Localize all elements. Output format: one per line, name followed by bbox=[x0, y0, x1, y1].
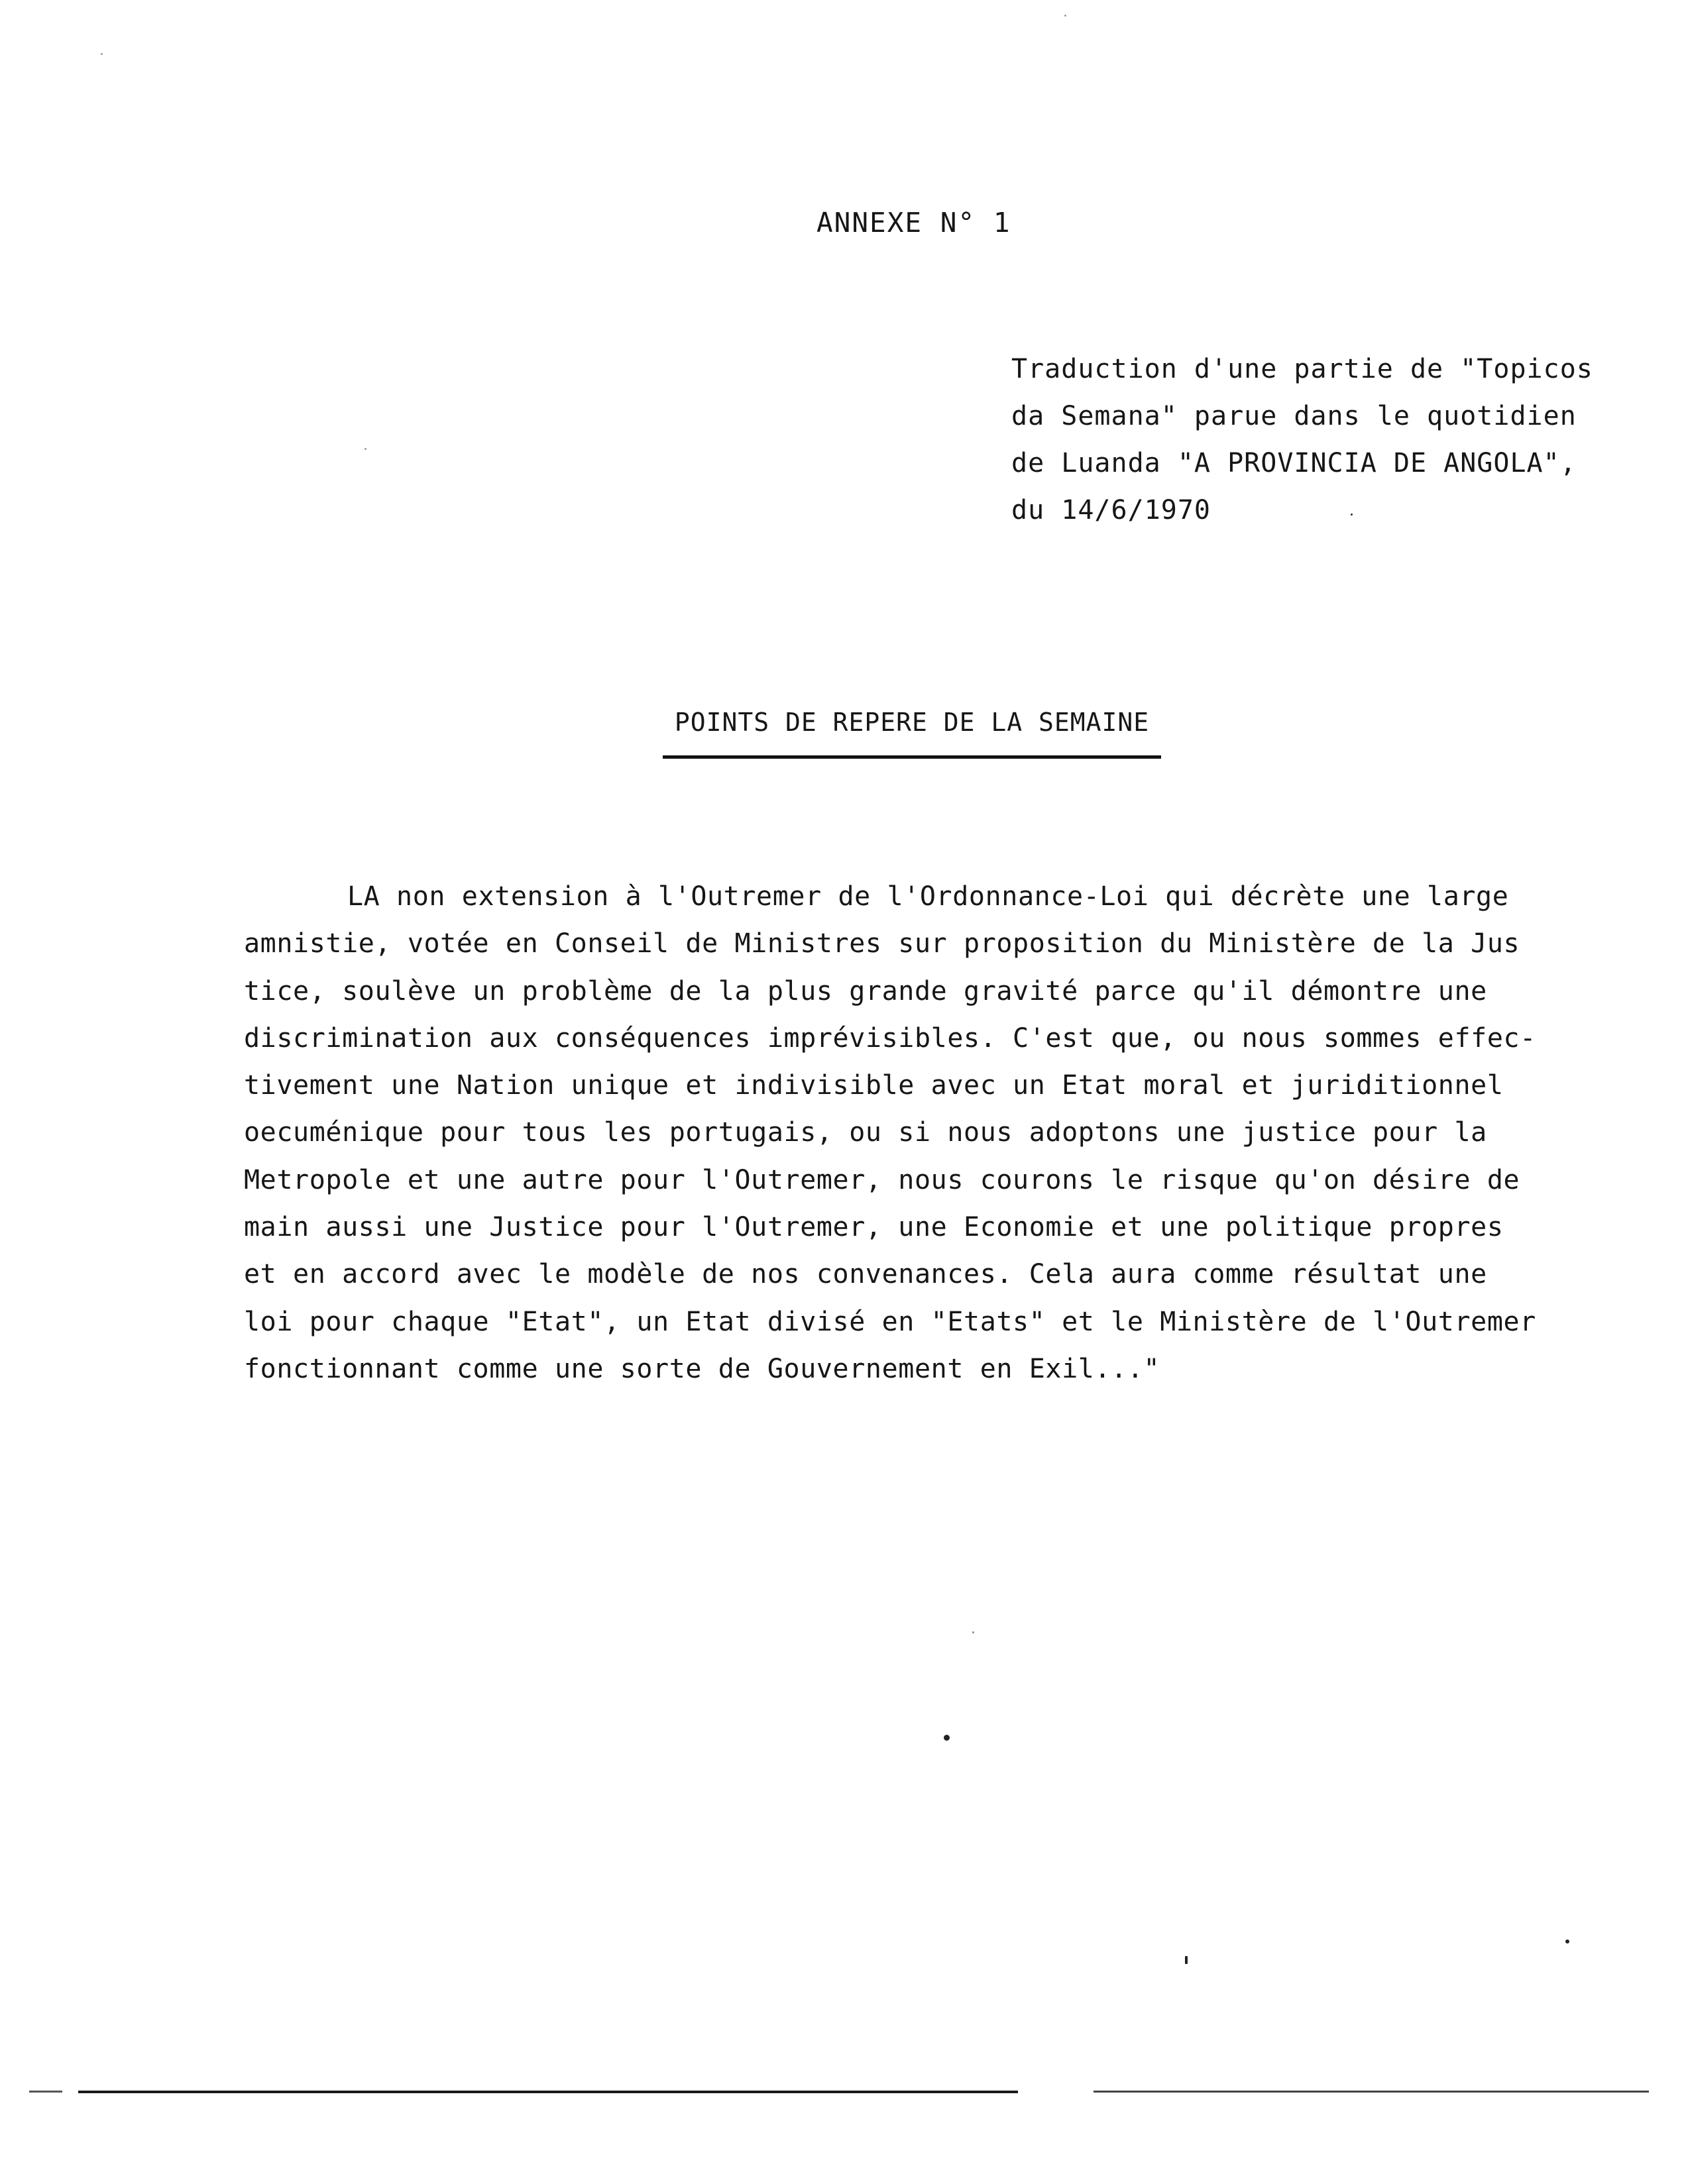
scan-speck bbox=[1064, 15, 1066, 17]
body-line: loi pour chaque "Etat", un Etat divisé en "Etats" et le Ministère de l'Outremer bbox=[244, 1306, 1536, 1337]
body-line: Metropole et une autre pour l'Outremer, nous courons le risque qu'on désire de bbox=[244, 1164, 1520, 1195]
scan-speck bbox=[1351, 514, 1353, 516]
body-paragraph bbox=[244, 873, 1556, 1393]
body-line: main aussi une Justice pour l'Outremer, une Economie et une politique propres bbox=[244, 1212, 1504, 1243]
body-line: fonctionnant comme une sorte de Gouvernement en Exil..." bbox=[244, 1353, 1160, 1384]
source-note-line: da Semana" parue dans le quotidien bbox=[1011, 401, 1577, 431]
scan-edge-line bbox=[1094, 2091, 1649, 2093]
scan-speck bbox=[1565, 1939, 1569, 1943]
body-line: tivement une Nation unique et indivisible avec un Etat moral et juriditionnel bbox=[244, 1070, 1504, 1101]
scan-speck bbox=[1185, 1956, 1188, 1964]
scan-speck bbox=[365, 448, 366, 450]
body-line: tice, soulève un problème de la plus grande gravité parce qu'il démontre une bbox=[244, 975, 1487, 1007]
annexe-title: ANNEXE N° 1 bbox=[816, 207, 1011, 239]
body-line: discrimination aux conséquences imprévisibles. C'est que, ou nous sommes effec- bbox=[244, 1022, 1536, 1054]
scan-speck bbox=[101, 53, 103, 55]
body-line: oecuménique pour tous les portugais, ou si nous adoptons une justice pour la bbox=[244, 1117, 1487, 1148]
source-note-line: Traduction d'une partie de "Topicos bbox=[1011, 354, 1593, 384]
section-heading: POINTS DE REPERE DE LA SEMAINE bbox=[674, 708, 1150, 737]
source-note-line: de Luanda "A PROVINCIA DE ANGOLA", bbox=[1011, 448, 1577, 478]
body-line: LA non extension à l'Outremer de l'Ordonnance-Loi qui décrète une large bbox=[347, 881, 1509, 912]
scan-edge-line bbox=[78, 2091, 1018, 2093]
heading-underline bbox=[663, 755, 1161, 759]
source-note-line: du 14/6/1970 bbox=[1011, 495, 1211, 525]
body-line: et en accord avec le modèle de nos convenances. Cela aura comme résultat une bbox=[244, 1259, 1487, 1290]
scan-speck bbox=[972, 1631, 974, 1633]
body-line: amnistie, votée en Conseil de Ministres sur proposition du Ministère de la Jus bbox=[244, 928, 1520, 959]
source-note bbox=[1011, 346, 1608, 534]
scan-speck bbox=[944, 1735, 950, 1741]
scan-edge-line bbox=[29, 2091, 62, 2093]
